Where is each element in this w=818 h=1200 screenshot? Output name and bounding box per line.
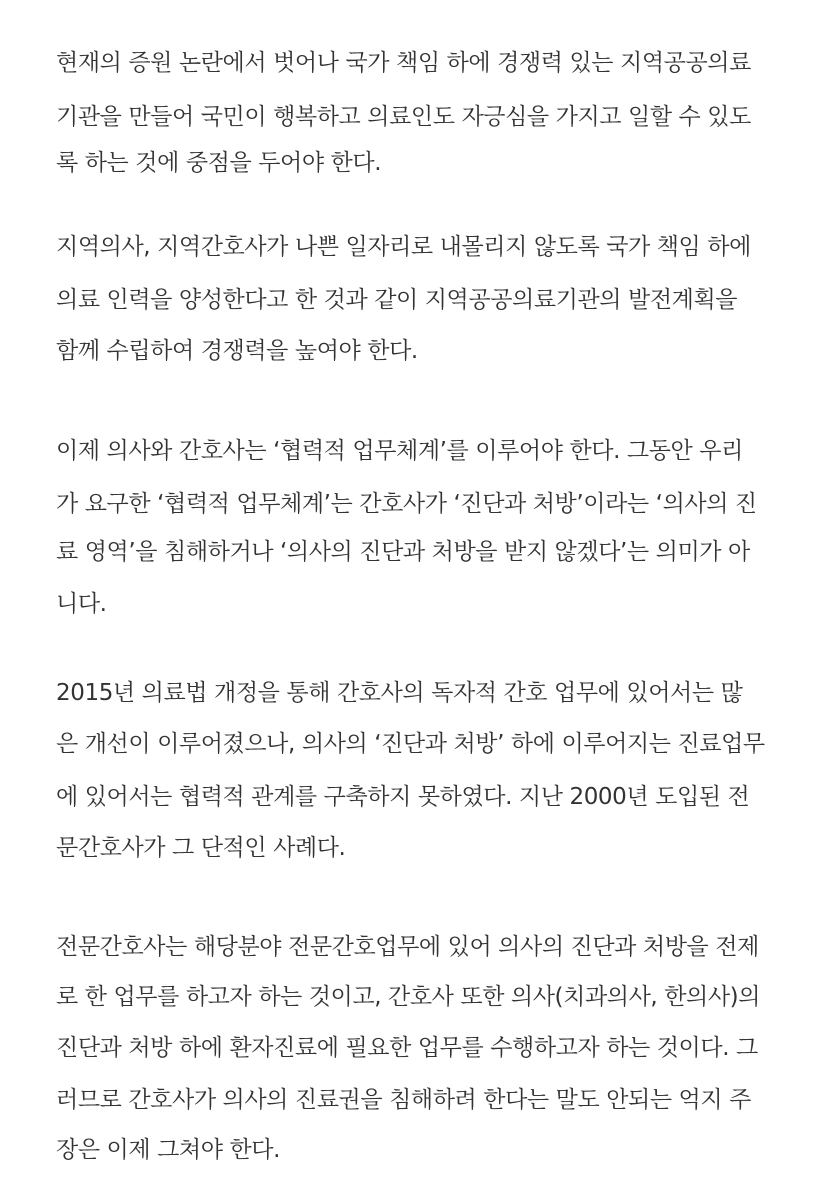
paragraph-5-line-3: 진단과 처방 하에 환자진료에 필요한 업무를 수행하고자 하는 것이다. 그 — [56, 1035, 758, 1061]
paragraph-3-line-2: 가 요구한 ‘협력적 업무체계’는 간호사가 ‘진단과 처방’이라는 ‘의사의 진 — [56, 491, 757, 517]
paragraph-1-line-2: 기관을 만들어 국민이 행복하고 의료인도 자긍심을 가지고 일할 수 있도 — [56, 104, 751, 130]
paragraph-5-line-4: 러므로 간호사가 의사의 진료권을 침해하려 한다는 말도 안되는 억지 주 — [56, 1087, 751, 1113]
paragraph-4-line-1: 2015년 의료법 개정을 통해 간호사의 독자적 간호 업무에 있어서는 많 — [56, 680, 743, 706]
paragraph-5-line-5: 장은 이제 그쳐야 한다. — [56, 1137, 281, 1163]
paragraph-1-line-3: 록 하는 것에 중점을 두어야 한다. — [56, 150, 382, 176]
paragraph-2-line-1: 지역의사, 지역간호사가 나쁜 일자리로 내몰리지 않도록 국가 책임 하에 — [56, 234, 751, 260]
paragraph-3-line-4: 니다. — [56, 591, 107, 617]
paragraph-4-line-2: 은 개선이 이루어졌으나, 의사의 ‘진단과 처방’ 하에 이루어지는 진료업무 — [56, 731, 765, 757]
paragraph-4-line-3: 에 있어서는 협력적 관계를 구축하지 못하였다. 지난 2000년 도입된 전 — [56, 784, 750, 810]
paragraph-2-line-3: 함께 수립하여 경쟁력을 높여야 한다. — [56, 338, 418, 364]
paragraph-4-line-4: 문간호사가 그 단적인 사례다. — [56, 835, 346, 861]
paragraph-3-line-1: 이제 의사와 간호사는 ‘협력적 업무체계’를 이루어야 한다. 그동안 우리 — [56, 438, 743, 464]
paragraph-3-line-3: 료 영역’을 침해하거나 ‘의사의 진단과 처방을 받지 않겠다’는 의미가 아 — [56, 539, 750, 565]
paragraph-1-line-1: 현재의 증원 논란에서 벗어나 국가 책임 하에 경쟁력 있는 지역공공의료 — [56, 50, 751, 76]
paragraph-2-line-2: 의료 인력을 양성한다고 한 것과 같이 지역공공의료기관의 발전계획을 — [56, 287, 738, 313]
paragraph-5-line-1: 전문간호사는 해당분야 전문간호업무에 있어 의사의 진단과 처방을 전제 — [56, 934, 759, 960]
paragraph-5-line-2: 로 한 업무를 하고자 하는 것이고, 간호사 또한 의사(치과의사, 한의사)의 — [56, 984, 761, 1010]
